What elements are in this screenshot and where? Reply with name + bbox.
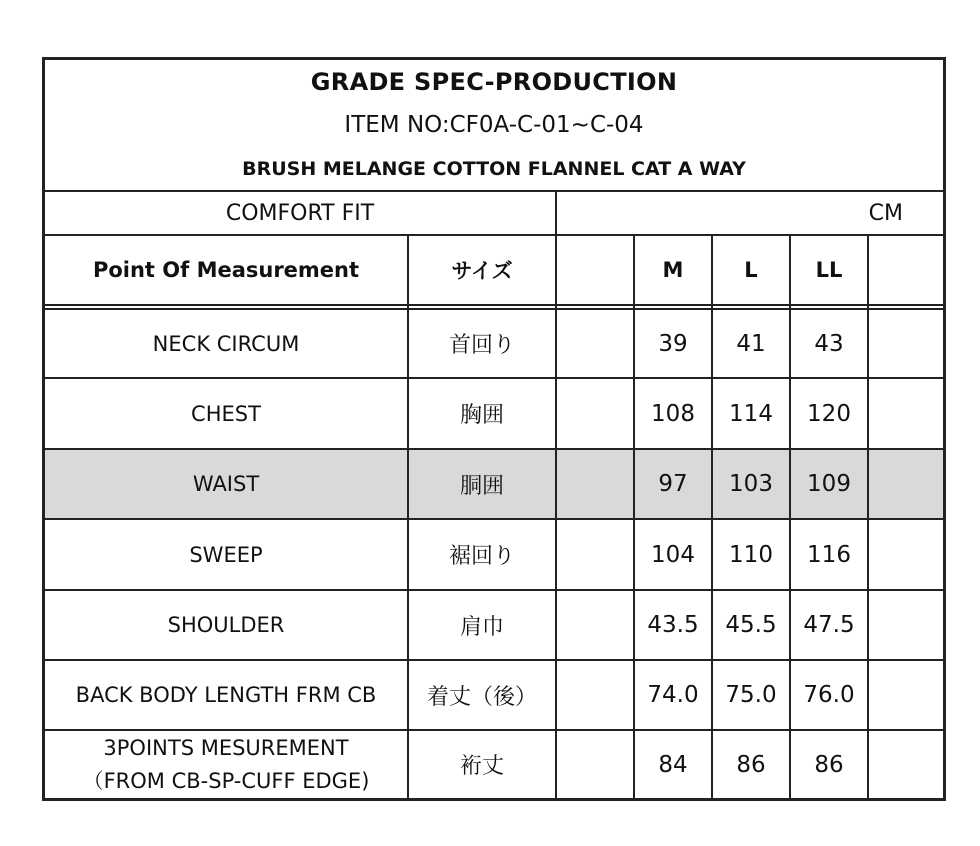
row-neck-jp: 首回り xyxy=(448,333,515,358)
fit-label: COMFORT FIT xyxy=(225,200,375,226)
column-header-size-m: M xyxy=(662,258,684,282)
row-3points-l: 86 xyxy=(736,751,766,778)
column-header-size-ll: LL xyxy=(815,258,843,282)
row-sweep-m: 104 xyxy=(651,541,695,568)
row-waist-m: 97 xyxy=(658,471,688,497)
row-shoulder-pom: SHOULDER xyxy=(167,613,285,637)
row-sweep-jp: 裾回り xyxy=(448,544,515,569)
row-neck-pom: NECK CIRCUM xyxy=(152,331,300,356)
row-waist-jp: 胴囲 xyxy=(459,473,504,499)
row-chest-m: 108 xyxy=(651,400,695,427)
rule-header-double-1 xyxy=(45,304,943,306)
row-shoulder-m: 43.5 xyxy=(647,612,699,638)
row-shoulder-ll: 47.5 xyxy=(803,612,855,638)
column-header-extra xyxy=(869,236,943,304)
row-chest-jp: 胸囲 xyxy=(459,403,504,428)
row-neck-l: 41 xyxy=(736,330,766,357)
row-neck-ll: 43 xyxy=(814,330,844,357)
fabric-description: BRUSH MELANGE COTTON FLANNEL CAT A WAY xyxy=(242,158,746,180)
row-back-length-jp: 着丈（後） xyxy=(426,684,537,710)
row-chest-l: 114 xyxy=(729,400,773,427)
unit-label: CM xyxy=(868,200,903,226)
row-sweep-pom: SWEEP xyxy=(189,542,263,567)
row-3points-pom-line2: （FROM CB-SP-CUFF EDGE) xyxy=(82,768,370,793)
row-back-length-l: 75.0 xyxy=(725,682,777,708)
row-3points-pom xyxy=(45,731,407,798)
column-header-pom: Point Of Measurement xyxy=(92,258,360,282)
row-3points-ll: 86 xyxy=(814,751,844,778)
row-chest-pom: CHEST xyxy=(191,401,261,426)
row-waist-l: 103 xyxy=(729,471,773,497)
row-waist-ll: 109 xyxy=(807,471,851,497)
rule-col-ll xyxy=(867,236,869,798)
row-sweep-ll: 116 xyxy=(807,541,851,568)
sheet-title: GRADE SPEC-PRODUCTION xyxy=(310,68,678,96)
row-back-length-m: 74.0 xyxy=(647,682,699,708)
row-sweep-l: 110 xyxy=(729,541,773,568)
row-chest-ll: 120 xyxy=(807,400,851,427)
row-shoulder-jp: 肩巾 xyxy=(459,614,504,640)
row-3points-m: 84 xyxy=(658,751,688,778)
column-header-blank xyxy=(557,236,633,304)
row-3points-pom-line1: 3POINTS MESUREMENT xyxy=(103,735,349,760)
column-header-size-jp: サイズ xyxy=(451,259,513,283)
row-back-length-ll: 76.0 xyxy=(803,682,855,708)
row-waist-pom: WAIST xyxy=(192,472,260,496)
row-3points-jp: 裄丈 xyxy=(459,754,504,779)
item-number: ITEM NO:CF0A-C-01~C-04 xyxy=(344,112,644,138)
row-back-length-pom: BACK BODY LENGTH FRM CB xyxy=(75,683,377,707)
column-header-size-l: L xyxy=(744,258,758,282)
grade-spec-sheet xyxy=(42,57,946,801)
row-neck-m: 39 xyxy=(658,330,688,357)
row-shoulder-l: 45.5 xyxy=(725,612,777,638)
